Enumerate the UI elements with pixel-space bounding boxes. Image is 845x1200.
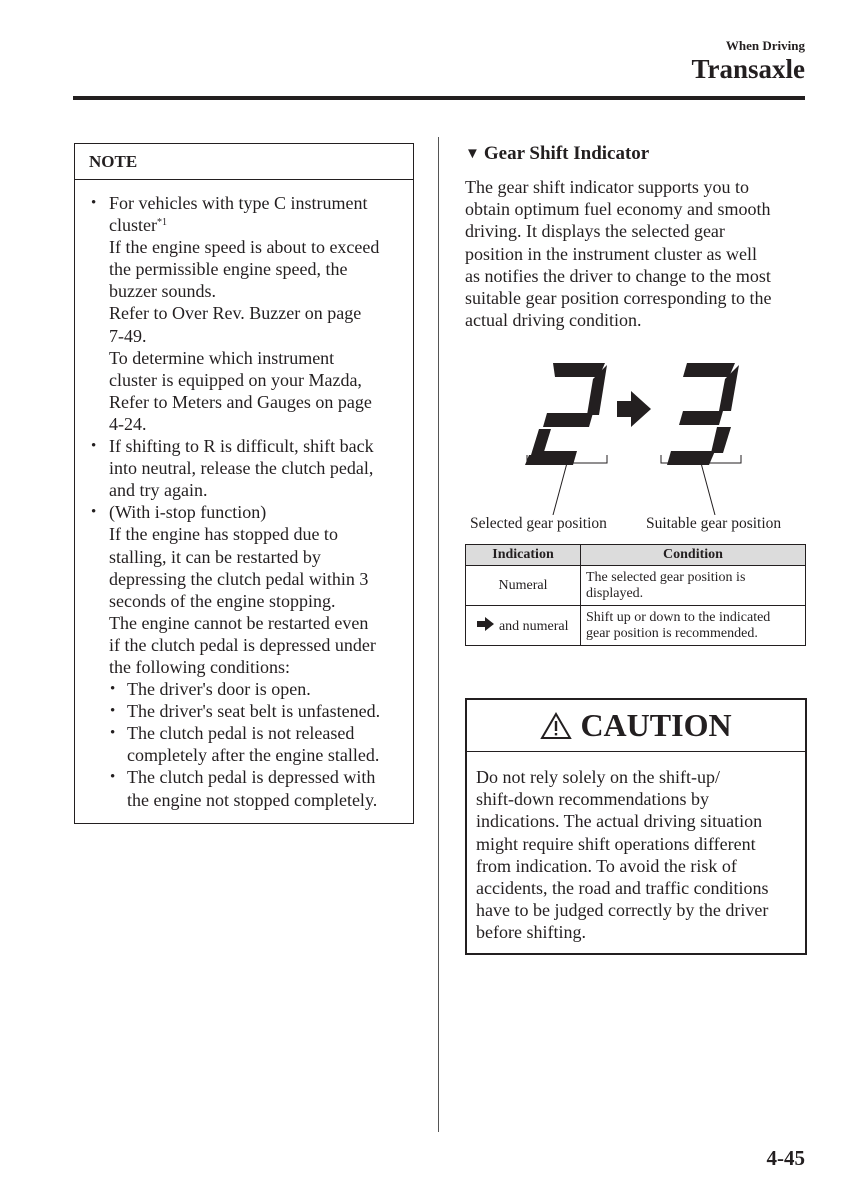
note-line: the following conditions: xyxy=(109,656,290,677)
condition-cell: Shift up or down to the indicated gear position is recommended. xyxy=(581,606,806,646)
caution-line: shift-down recommendations by xyxy=(476,789,709,810)
caution-heading-text: CAUTION xyxy=(580,707,732,743)
caution-line: have to be judged correctly by the driver xyxy=(476,900,769,921)
caution-body xyxy=(467,752,801,944)
note-line: The clutch pedal is depressed with xyxy=(127,767,376,788)
arrow-right-icon xyxy=(617,391,651,427)
note-line: Refer to Over Rev. Buzzer on page xyxy=(109,303,362,324)
body-line: as notifies the driver to change to the most xyxy=(465,265,771,286)
indication-cell: and numeral xyxy=(466,606,581,646)
table-row xyxy=(466,606,806,646)
body-line: driving. It displays the selected gear xyxy=(465,221,725,242)
selected-leader xyxy=(553,463,567,515)
caution-box xyxy=(465,698,807,955)
note-line: the engine not stopped completely. xyxy=(127,789,378,810)
header-rule xyxy=(73,96,805,100)
gear-indicator-illustration xyxy=(465,355,805,540)
note-line: The engine cannot be restarted even xyxy=(109,612,369,633)
note-body xyxy=(75,192,415,811)
note-line: 4-24. xyxy=(109,413,147,434)
caution-line: accidents, the road and traffic conditions xyxy=(476,878,769,899)
body-line: position in the instrument cluster as well xyxy=(465,243,757,264)
note-line: completely after the engine stalled. xyxy=(127,745,380,766)
note-line: stalling, it can be restarted by xyxy=(109,546,321,567)
digit-three-icon xyxy=(667,363,739,465)
note-line: The driver's door is open. xyxy=(127,679,311,700)
note-line: If the engine speed is about to exceed xyxy=(109,237,380,258)
note-line: seconds of the engine stopping. xyxy=(109,590,336,611)
table-row xyxy=(466,566,806,606)
note-subitem xyxy=(75,766,415,810)
page-number: 4-45 xyxy=(766,1146,805,1170)
table-header-row xyxy=(466,545,806,566)
body-line: actual driving condition. xyxy=(465,310,642,331)
indication-table xyxy=(465,544,806,646)
note-line: cluster is equipped on your Mazda, xyxy=(109,369,362,390)
selected-gear-label: Selected gear position xyxy=(470,515,607,532)
note-item xyxy=(75,435,415,501)
section-label: When Driving xyxy=(725,38,805,53)
note-subitem xyxy=(75,700,415,722)
note-line: If the engine has stopped due to xyxy=(109,524,338,545)
gear-shift-heading xyxy=(465,143,649,165)
caution-line: Do not rely solely on the shift-up/ xyxy=(476,767,720,787)
note-line: if the clutch pedal is depressed under xyxy=(109,634,376,655)
shift-arrow-icon xyxy=(477,617,495,631)
note-line: (With i-stop function) xyxy=(109,502,267,523)
bullet-icon: • xyxy=(110,703,116,720)
indication-cell: Numeral xyxy=(466,566,581,606)
suitable-gear-label: Suitable gear position xyxy=(646,515,782,532)
gear-indicator-graphic xyxy=(465,355,805,515)
bullet-icon: • xyxy=(110,681,116,698)
note-line: 7-49. xyxy=(109,325,147,346)
note-line: depressing the clutch pedal within 3 xyxy=(109,568,369,589)
gear-shift-heading-text: Gear Shift Indicator xyxy=(483,143,650,164)
note-line: buzzer sounds. xyxy=(109,281,216,302)
note-subitem xyxy=(75,722,415,766)
note-line: the permissible engine speed, the xyxy=(109,259,348,280)
bullet-icon: • xyxy=(110,769,116,786)
note-heading: NOTE xyxy=(75,144,413,180)
page-title: Transaxle xyxy=(691,54,805,84)
bullet-icon: • xyxy=(91,195,97,211)
digit-two-icon xyxy=(525,363,607,465)
warning-triangle-icon xyxy=(540,712,572,740)
caution-line: from indication. To avoid the risk of xyxy=(476,855,737,876)
table-header-cell: Condition xyxy=(581,545,806,566)
note-line: and try again. xyxy=(109,480,208,501)
body-line: suitable gear position corresponding to the xyxy=(465,288,772,309)
note-line: Refer to Meters and Gauges on page xyxy=(109,391,372,412)
triangle-down-icon: ▼ xyxy=(465,145,480,162)
caution-line: might require shift operations different xyxy=(476,833,756,854)
caution-line: indications. The actual driving situation xyxy=(476,811,763,832)
footnote-marker: *1 xyxy=(156,217,167,229)
note-line: If shifting to R is difficult, shift back xyxy=(109,436,374,457)
body-line: The gear shift indicator supports you to xyxy=(465,177,749,197)
body-line: obtain optimum fuel economy and smooth xyxy=(465,199,771,220)
note-line: into neutral, release the clutch pedal, xyxy=(109,458,374,479)
bullet-icon: • xyxy=(91,504,97,521)
gear-shift-description xyxy=(465,176,810,331)
bullet-icon: • xyxy=(110,725,116,742)
note-line: To determine which instrument xyxy=(109,347,335,368)
note-line: The driver's seat belt is unfastened. xyxy=(127,701,381,722)
note-item xyxy=(75,501,415,678)
suitable-leader xyxy=(701,463,715,515)
caution-line: before shifting. xyxy=(476,922,586,943)
caution-heading xyxy=(467,700,805,752)
note-line: For vehicles with type C instrument xyxy=(109,193,368,213)
column-divider xyxy=(438,137,439,1132)
condition-cell: The selected gear position is displayed. xyxy=(581,566,806,606)
note-box xyxy=(74,143,414,824)
note-item xyxy=(75,192,415,435)
note-subitem xyxy=(75,678,415,700)
table-header-cell: Indication xyxy=(466,545,581,566)
bullet-icon: • xyxy=(91,438,97,455)
note-line: cluster$^{*1}$ xyxy=(109,215,167,236)
note-line: The clutch pedal is not released xyxy=(127,723,355,744)
